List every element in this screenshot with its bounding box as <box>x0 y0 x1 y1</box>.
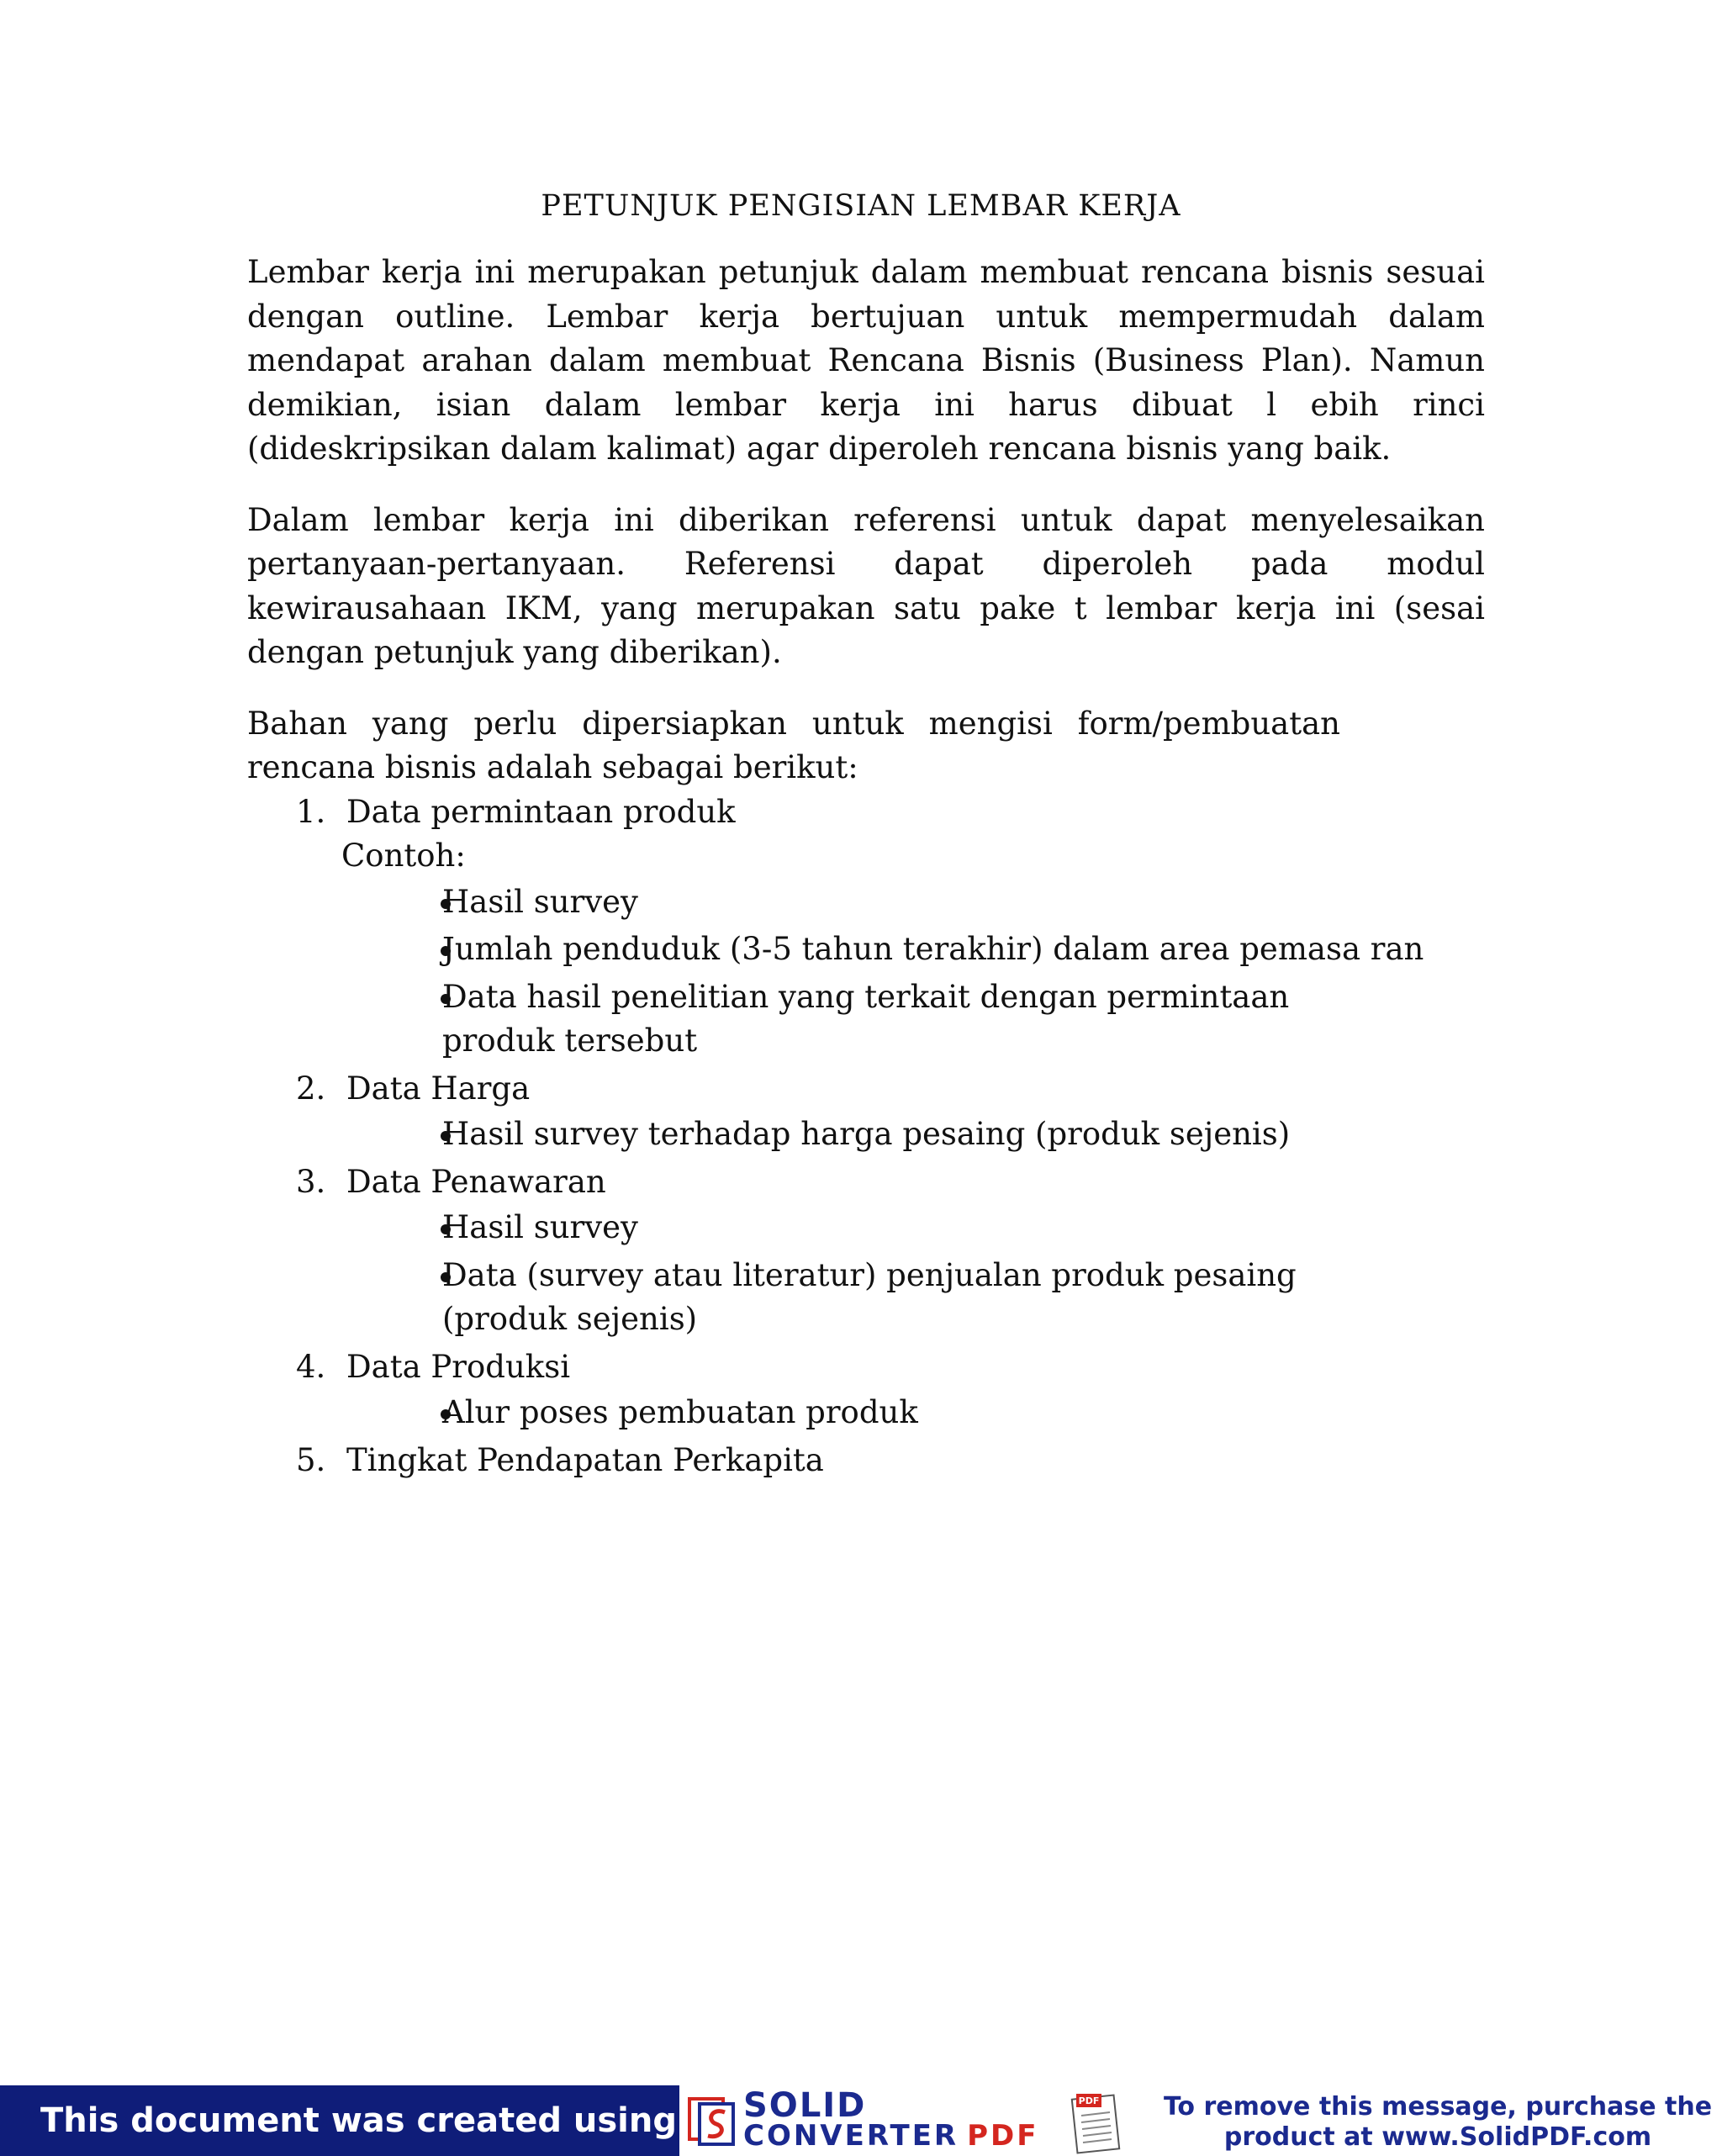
bullet-list <box>346 880 1485 1064</box>
example-label: Contoh: <box>341 838 466 874</box>
logo-wordmark <box>743 2086 1039 2153</box>
bullet-item <box>346 927 1485 972</box>
document-title: PETUNJUK PENGISIAN LEMBAR KERJA <box>541 189 1181 223</box>
pdf-icon-label: PDF <box>1078 2095 1100 2106</box>
bullet-item <box>346 880 1485 925</box>
bullet-item <box>346 1206 1485 1250</box>
purchase-line-1: To remove this message, purchase the <box>1163 2092 1713 2122</box>
list-item-number: 2. <box>296 1070 326 1107</box>
bullet-item <box>346 1391 1485 1435</box>
logo-pdf-text: PDF <box>967 2119 1039 2153</box>
banner-purchase-message[interactable] <box>1154 2085 1722 2156</box>
list-item <box>247 790 1485 1064</box>
bullet-list <box>346 1206 1485 1342</box>
list-item <box>247 1160 1485 1342</box>
list-item-label: Data Harga <box>346 1070 531 1107</box>
list-item <box>247 1439 1485 1483</box>
logo-converter-text: CONVERTER <box>743 2119 959 2153</box>
banner-created-text: This document was created using <box>0 2085 679 2156</box>
solid-converter-logo[interactable] <box>681 2085 1152 2156</box>
logo-solid-text: SOLID <box>743 2086 867 2125</box>
list-item <box>247 1067 1485 1157</box>
list-item-number: 4. <box>296 1348 326 1385</box>
bullet-item <box>346 1112 1485 1157</box>
list-item-number: 1. <box>296 793 326 830</box>
list-item-label: Data Penawaran <box>346 1163 606 1200</box>
list-item-label: Data Produksi <box>346 1348 571 1385</box>
purchase-line-2: product at www.SolidPDF.com <box>1223 2122 1652 2152</box>
bullet-list <box>346 1112 1485 1157</box>
materials-list <box>247 790 1485 1483</box>
bullet-text: Hasil survey <box>442 883 638 920</box>
list-item-number: 3. <box>296 1163 326 1200</box>
list-item-number: 5. <box>296 1441 326 1478</box>
bullet-list <box>346 1391 1485 1435</box>
bullet-text: Hasil survey terhadap harga pesaing (produk sejenis) <box>442 1116 1291 1152</box>
paragraph-3: Bahan yang perlu dipersiapkan untuk mengisi form/pembuatan rencana bisnis adalah sebagai berikut: <box>247 705 1340 785</box>
bullet-text: Data (survey atau literatur) penjualan produk pesaing (produk sejenis) <box>442 1256 1297 1337</box>
bullet-text: Alur poses pembuatan produk <box>442 1394 918 1430</box>
list-item <box>247 1345 1485 1435</box>
watermark-banner <box>0 2085 1722 2156</box>
bullet-item <box>346 1254 1485 1342</box>
paragraph-2: Dalam lembar kerja ini diberikan referensi untuk dapat menyelesaikan pertanyaan-pertanyaan. Referensi dapat diperoleh pada modul kewirausahaan IKM, yang merupakan satu pake t lembar kerja ini (sesai dengan petunjuk yang diberikan). <box>247 501 1485 670</box>
list-item-label: Tingkat Pendapatan Perkapita <box>346 1441 824 1478</box>
bullet-text: Hasil survey <box>442 1209 638 1245</box>
document-body <box>247 251 1485 1482</box>
bullet-text: Jumlah penduduk (3-5 tahun terakhir) dalam area pemasa ran <box>442 931 1424 967</box>
solid-logo-icon <box>688 2095 737 2146</box>
bullet-text: Data hasil penelitian yang terkait dengan permintaan produk tersebut <box>442 978 1290 1059</box>
bullet-item <box>346 975 1485 1064</box>
paragraph-1: Lembar kerja ini merupakan petunjuk dalam membuat rencana bisnis sesuai dengan outline. Lembar kerja bertujuan untuk mempermudah dalam mendapat arahan dalam membuat Rencana Bisnis (Business Plan). Namun demikian, isian dalam lembar kerja ini harus dibuat l ebih rinci (dideskripsikan dalam kalimat) agar diperoleh rencana bisnis yang baik. <box>247 254 1485 467</box>
list-item-label: Data permintaan produk <box>346 793 736 830</box>
pdf-document-icon <box>1066 2089 1127 2154</box>
